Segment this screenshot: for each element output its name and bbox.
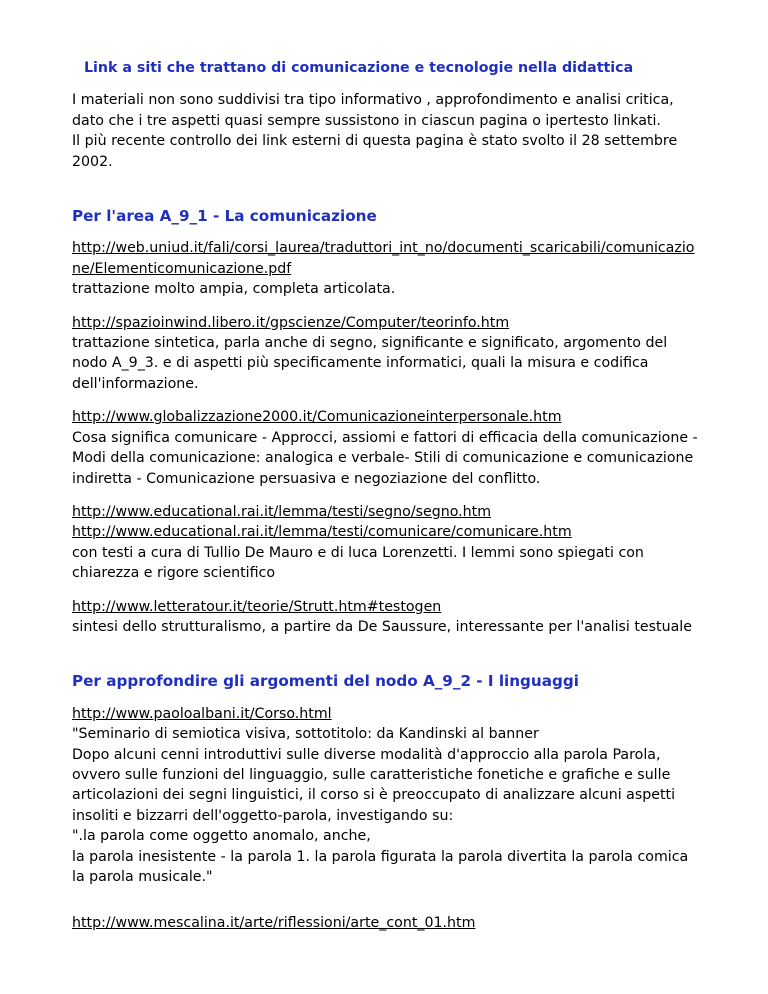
link-entry — [72, 502, 702, 584]
link-entry — [72, 704, 702, 888]
link-description: trattazione sintetica, parla anche di segno, significante e significato, argomento del nodo A_9_3. e di aspetti più specificamente informatici, quali la misura e codifica dell'informazione. — [72, 335, 668, 392]
link-description: con testi a cura di Tullio De Mauro e di luca Lorenzetti. I lemmi sono spiegati con chiarezza e rigore scientifico — [72, 544, 644, 582]
external-link[interactable]: http://www.letteratour.it/teorie/Strutt.htm#testogen — [72, 598, 442, 615]
link-description: "Seminario di semiotica visiva, sottotitolo: da Kandinski al banner — [72, 726, 539, 743]
section-languages — [72, 671, 702, 933]
section-communication — [72, 206, 702, 637]
external-link[interactable]: http://web.uniud.it/fali/corsi_laurea/traduttori_int_no/documenti_scaricabili/comunicazione/Elementicomunicazione.pdf — [72, 240, 695, 277]
link-entry — [72, 913, 702, 933]
link-description: Dopo alcuni cenni introduttivi sulle diverse modalità d'approccio alla parola Parola, ovvero sulle funzioni del linguaggio, sulle caratteristiche fonetiche e grafiche e sulle articolazioni dei segni linguistici, il corso si è preoccupato di analizzare alcuni aspetti insoliti e bizzarri dell'oggetto-parola, investigando su: — [72, 746, 676, 824]
link-entry — [72, 238, 702, 299]
external-link[interactable]: http://spazioinwind.libero.it/gpscienze/Computer/teorinfo.htm — [72, 314, 510, 331]
external-link[interactable]: http://www.educational.rai.it/lemma/testi/comunicare/comunicare.htm — [72, 524, 572, 541]
page-title: Link a siti che trattano di comunicazione e tecnologie nella didattica — [84, 60, 634, 76]
link-description: sintesi dello strutturalismo, a partire da De Saussure, interessante per l'analisi testuale — [72, 618, 692, 635]
intro-block — [72, 90, 702, 172]
section-heading: Per approfondire gli argomenti del nodo A_9_2 - I linguaggi — [72, 672, 579, 691]
document-page — [72, 58, 702, 947]
intro-paragraph: I materiali non sono suddivisi tra tipo informativo , approfondimento e analisi critica, dato che i tre aspetti quasi sempre sussistono in ciascun pagina o ipertesto linkati. — [72, 92, 674, 129]
link-entry — [72, 313, 702, 395]
section-heading: Per l'area A_9_1 - La comunicazione — [72, 207, 377, 226]
external-link[interactable]: http://www.globalizzazione2000.it/Comunicazioneinterpersonale.htm — [72, 409, 562, 426]
link-description: la parola inesistente - la parola 1. la parola figurata la parola divertita la parola comica la parola musicale." — [72, 848, 689, 885]
link-entry — [72, 597, 702, 638]
link-description: Cosa significa comunicare - Approcci, assiomi e fattori di efficacia della comunicazione - Modi della comunicazione: analogica e verbale- Stili di comunicazione e comunicazione indiretta - Comunicazione persuasiva e negoziazione del conflitto. — [72, 429, 698, 487]
link-description: ".la parola come oggetto anomalo, anche, — [72, 828, 371, 845]
external-link[interactable]: http://www.educational.rai.it/lemma/testi/segno/segno.htm — [72, 503, 492, 520]
link-entry — [72, 407, 702, 489]
link-description: trattazione molto ampia, completa articolata. — [72, 281, 396, 298]
external-link[interactable]: http://www.paoloalbani.it/Corso.html — [72, 705, 332, 722]
external-link[interactable]: http://www.mescalina.it/arte/riflessioni/arte_cont_01.htm — [72, 915, 476, 932]
intro-paragraph: Il più recente controllo dei link esterni di questa pagina è stato svolto il 28 settembre 2002. — [72, 133, 678, 170]
